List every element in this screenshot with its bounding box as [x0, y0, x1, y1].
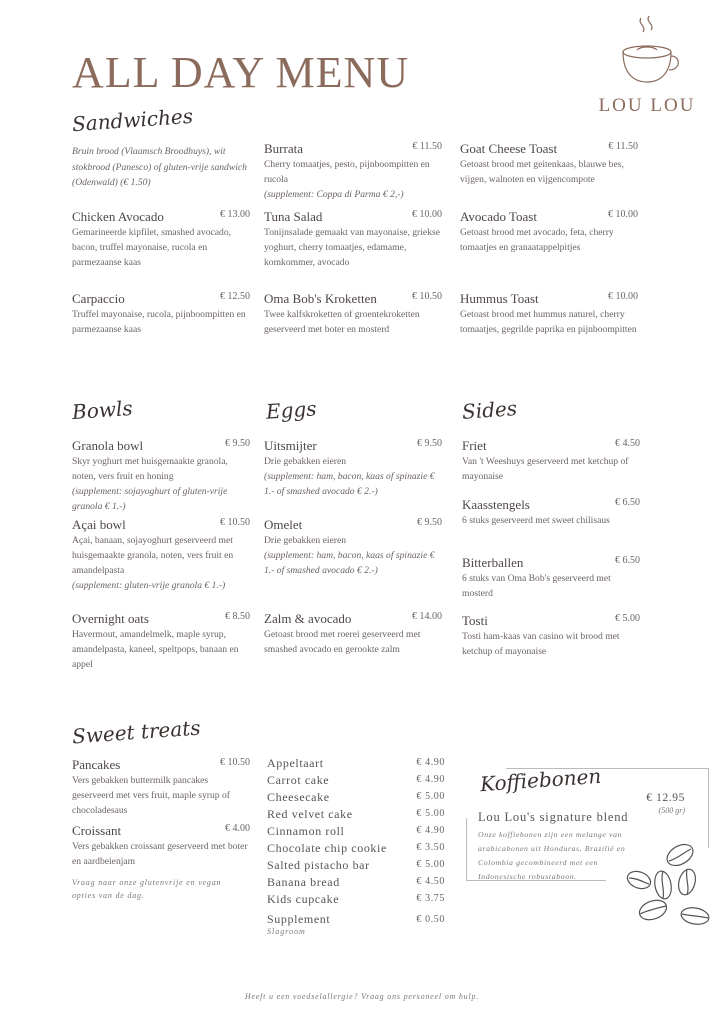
- item-name: Avocado Toast: [460, 209, 537, 224]
- item-description: Truffel mayonaise, rucola, pijnboompitten en parmezaanse kaas: [72, 309, 246, 335]
- section-heading-koffiebonen: Koffiebonen: [479, 763, 602, 797]
- item-description: Getoast brood met geitenkaas, blauwe bes, vijgen, walnoten en vijgencompote: [460, 159, 624, 185]
- item-description: Cherry tomaatjes, pesto, pijnboompitten en rucola: [264, 159, 430, 185]
- cake-item: [267, 858, 445, 875]
- item-supplement-note: (supplement: gluten-vrije granola € 1.-): [72, 580, 226, 591]
- item-name: Hummus Toast: [460, 291, 539, 306]
- item-name: Carpaccio: [72, 291, 125, 306]
- cake-name: Salted pistacho bar: [267, 858, 370, 872]
- menu-item: [72, 437, 250, 514]
- item-name: Oma Bob's Kroketten: [264, 291, 377, 306]
- item-description: Drie gebakken eieren: [264, 456, 347, 467]
- cake-item: [267, 790, 445, 807]
- item-description: Tosti ham-kaas van casino wit brood met ketchup of mayonaise: [462, 631, 620, 657]
- allergy-footer: Heeft u een voedselallergie? Vraag ons personeel om hulp.: [244, 992, 480, 1001]
- item-price: € 10.50: [412, 291, 442, 302]
- menu-item: [462, 612, 640, 659]
- cake-price: € 4.90: [416, 825, 445, 836]
- cake-item: [267, 875, 445, 892]
- supplement-row: [267, 912, 445, 936]
- menu-item: [460, 140, 638, 187]
- item-description: Skyr yoghurt met huisgemaakte granola, noten, vers fruit en honing: [72, 456, 228, 482]
- item-price: € 4.00: [225, 823, 250, 834]
- item-name: Chicken Avocado: [72, 209, 164, 224]
- cake-name: Cheesecake: [267, 790, 330, 804]
- logo-text: LOU LOU: [598, 95, 696, 116]
- item-description: Havermout, amandelmelk, maple syrup, amandelpasta, kaneel, speltpops, banaan en appel: [72, 629, 239, 670]
- item-description: Tonijnsalade gemaakt van mayonaise, griekse yoghurt, cherry tomaatjes, edamame, komkommer, avocado: [264, 227, 440, 268]
- item-price: € 10.50: [220, 757, 250, 768]
- item-name: Uitsmijter: [264, 438, 317, 453]
- cake-item: [267, 756, 445, 773]
- sandwich-bread-note: Bruin brood (Vlaamsch Broodhuys), wit stokbrood (Panesco) of gluten-vrije sandwich (Odenwald) (€ 1.50): [72, 146, 247, 188]
- item-name: Açai bowl: [72, 517, 126, 532]
- koffie-weight: (500 gr): [658, 806, 685, 815]
- cake-price: € 5.00: [416, 859, 445, 870]
- menu-item: [264, 516, 442, 578]
- menu-item: [460, 208, 638, 255]
- item-description: Vers gebakken buttermilk pancakes geserveerd met vers fruit, maple syrup of chocoladesaus: [72, 775, 230, 816]
- cake-name: Carrot cake: [267, 773, 330, 787]
- dietary-note: Vraag naar onze glutenvrije en vegan opties van de dag.: [72, 878, 222, 900]
- item-name: Friet: [462, 438, 487, 453]
- item-price: € 11.50: [412, 141, 442, 152]
- cake-price: € 5.00: [416, 791, 445, 802]
- item-description: 6 stuks van Oma Bob's geserveerd met mosterd: [462, 573, 611, 599]
- logo: [592, 12, 702, 117]
- supplement-name: Supplement: [267, 912, 331, 926]
- cake-item: [267, 892, 445, 909]
- section-heading-sides: Sides: [461, 396, 518, 424]
- menu-item: [460, 290, 638, 337]
- cake-name: Cinnamon roll: [267, 824, 345, 838]
- menu-item: [264, 290, 442, 337]
- item-name: Overnight oats: [72, 611, 149, 626]
- item-price: € 13.00: [220, 209, 250, 220]
- menu-item: [72, 756, 250, 818]
- item-name: Goat Cheese Toast: [460, 141, 558, 156]
- item-price: € 10.00: [412, 209, 442, 220]
- cake-name: Chocolate chip cookie: [267, 841, 387, 855]
- item-name: Granola bowl: [72, 438, 144, 453]
- item-description: Getoast brood met avocado, feta, cherry tomaatjes en granaatappelpitjes: [460, 227, 614, 253]
- section-heading-eggs: Eggs: [265, 396, 318, 424]
- cake-name: Red velvet cake: [267, 807, 353, 821]
- section-heading-sweet-treats: Sweet treats: [71, 715, 202, 749]
- cake-price: € 5.00: [416, 808, 445, 819]
- item-description: Gemarineerde kipfilet, smashed avocado, bacon, truffel mayonaise, rucola en parmezaanse kaas: [72, 227, 232, 268]
- item-price: € 6.50: [615, 497, 640, 508]
- item-name: Bitterballen: [462, 555, 524, 570]
- koffie-price: € 12.95: [646, 792, 685, 804]
- cake-name: Kids cupcake: [267, 892, 340, 906]
- item-price: € 10.00: [608, 209, 638, 220]
- coffee-cup-icon: [607, 12, 687, 92]
- item-name: Burrata: [264, 141, 303, 156]
- item-name: Zalm & avocado: [264, 611, 352, 626]
- item-price: € 9.50: [225, 438, 250, 449]
- cake-item: [267, 773, 445, 790]
- item-description: Getoast brood met hummus naturel, cherry tomaatjes, gegrilde paprika en pijnboompitten: [460, 309, 637, 335]
- cake-item: [267, 841, 445, 858]
- cake-name: Banana bread: [267, 875, 340, 889]
- item-price: € 6.50: [615, 555, 640, 566]
- item-price: € 5.00: [615, 613, 640, 624]
- menu-item: [264, 610, 442, 657]
- item-price: € 14.00: [412, 611, 442, 622]
- section-heading-bowls: Bowls: [71, 395, 134, 425]
- menu-item: [72, 516, 250, 593]
- item-name: Croissant: [72, 823, 122, 838]
- item-description: Vers gebakken croissant geserveerd met boter en aardbeienjam: [72, 841, 248, 867]
- cake-item: [267, 824, 445, 841]
- item-name: Tosti: [462, 613, 488, 628]
- menu-item: [72, 822, 250, 869]
- page-title: ALL DAY MENU: [72, 48, 410, 98]
- cake-price: € 4.50: [416, 876, 445, 887]
- item-description: Drie gebakken eieren: [264, 535, 347, 546]
- cake-name: Appeltaart: [267, 756, 324, 770]
- menu-item: [264, 437, 442, 499]
- cake-price: € 4.90: [416, 757, 445, 768]
- koffie-name: Lou Lou's signature blend: [478, 810, 629, 824]
- item-description: Van 't Weeshuys geserveerd met ketchup of mayonaise: [462, 456, 629, 482]
- item-name: Tuna Salad: [264, 209, 323, 224]
- menu-item: [72, 208, 250, 270]
- item-price: € 8.50: [225, 611, 250, 622]
- item-price: € 9.50: [417, 517, 442, 528]
- cake-price: € 4.90: [416, 774, 445, 785]
- cake-price: € 3.75: [416, 893, 445, 904]
- item-supplement-note: (supplement: ham, bacon, kaas of spinazie € 1.- of smashed avocado € 2.-): [264, 471, 435, 497]
- item-description: Twee kalfskroketten of groentekroketten geserveerd met boter en mosterd: [264, 309, 420, 335]
- menu-item: [462, 554, 640, 601]
- koffie-description: Onze koffiebonen zijn een melange van arabicabonen uit Honduras, Brazilië en Colombia gecombineerd met een Indonesische robustaboon.: [478, 830, 626, 881]
- section-heading-sandwiches: Sandwiches: [71, 103, 194, 137]
- item-price: € 9.50: [417, 438, 442, 449]
- item-description: Açai, banaan, sojayoghurt geserveerd met huisgemaakte granola, noten, vers fruit en amandelpasta: [72, 535, 234, 576]
- menu-item: [264, 208, 442, 270]
- item-price: € 10.50: [220, 517, 250, 528]
- supplement-sub: Slagroom: [267, 927, 306, 936]
- supplement-price: € 0.50: [416, 914, 445, 925]
- item-description: Getoast brood met roerei geserveerd met smashed avocado en gerookte zalm: [264, 629, 421, 655]
- menu-item: [72, 610, 250, 672]
- menu-item: [264, 140, 442, 202]
- cake-price: € 3.50: [416, 842, 445, 853]
- item-supplement-note: (supplement: Coppa di Parma € 2,-): [264, 189, 404, 200]
- item-supplement-note: (supplement: ham, bacon, kaas of spinazie € 1.- of smashed avocado € 2.-): [264, 550, 435, 576]
- menu-item: [462, 496, 640, 528]
- menu-item: [462, 437, 640, 484]
- item-price: € 12.50: [220, 291, 250, 302]
- menu-item: [72, 290, 250, 337]
- cake-item: [267, 807, 445, 824]
- item-name: Kaasstengels: [462, 497, 530, 512]
- item-supplement-note: (supplement: sojayoghurt of gluten-vrije granola € 1.-): [72, 486, 228, 512]
- item-price: € 11.50: [608, 141, 638, 152]
- item-description: 6 stuks geserveerd met sweet chilisaus: [462, 515, 610, 526]
- item-name: Omelet: [264, 517, 303, 532]
- cake-list: [267, 756, 445, 909]
- item-price: € 4.50: [615, 438, 640, 449]
- item-name: Pancakes: [72, 757, 121, 772]
- item-price: € 10.00: [608, 291, 638, 302]
- coffee-beans-illustration: [625, 840, 715, 930]
